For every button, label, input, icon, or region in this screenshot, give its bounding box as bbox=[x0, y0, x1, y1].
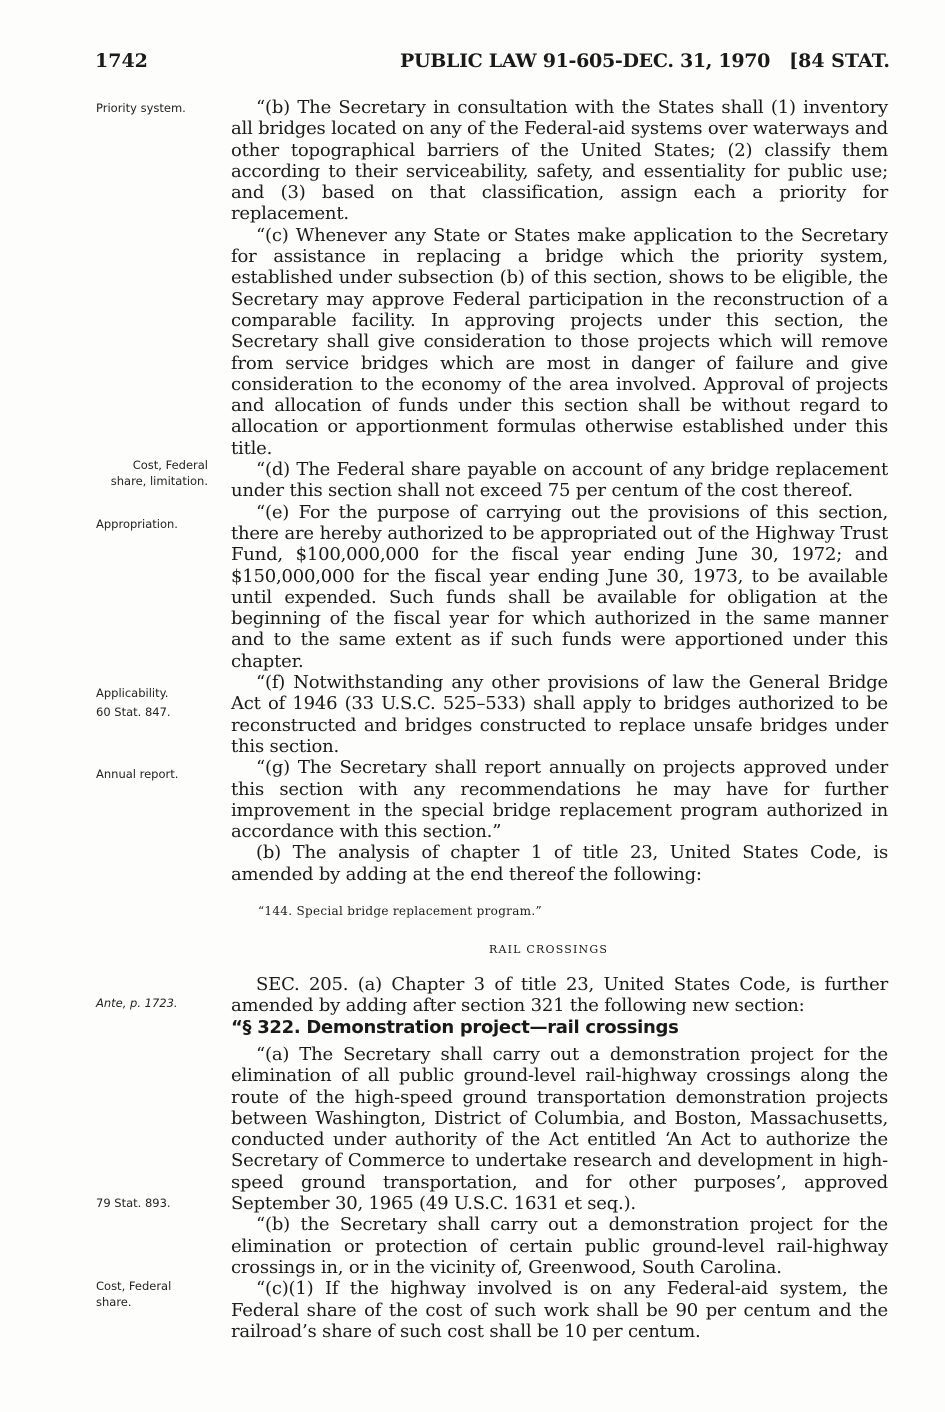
paragraph-d: “(d) The Federal share payable on account of any bridge replacement under this section shall not exceed 75 per centum of the cost thereof. bbox=[231, 459, 888, 502]
margin-note-ante: Ante, p. 1723. bbox=[96, 996, 178, 1010]
margin-note-applicability bbox=[96, 685, 171, 720]
body-column-upper bbox=[231, 97, 888, 885]
margin-note-cost-federal-share bbox=[96, 1278, 171, 1310]
paragraph-322-b: “(b) the Secretary shall carry out a demonstration project for the elimination or protection of certain public ground-level rail-highway crossings in, or in the vicinity of, Greenwood, South Carolina. bbox=[231, 1214, 888, 1278]
paragraph-322-a: “(a) The Secretary shall carry out a demonstration project for the elimination of all public ground-level rail-highway crossings along the route of the high-speed ground transportation demonstration projects between Washington, District of Columbia, and Boston, Massachusetts, conducted under authority of the Act entitled ‘An Act to authorize the Secretary of Commerce to undertake research and development in high-speed ground transportation, and for other purposes’, approved September 30, 1965 (49 U.S.C. 1631 et seq.). bbox=[231, 1044, 888, 1215]
paragraph-analysis: (b) The analysis of chapter 1 of title 23, United States Code, is amended by adding at the end thereof the following: bbox=[231, 842, 888, 885]
volume-reference: [84 STAT. bbox=[789, 50, 890, 72]
running-title: PUBLIC LAW 91-605-DEC. 31, 1970 bbox=[400, 50, 771, 72]
paragraph-b: “(b) The Secretary in consultation with the States shall (1) inventory all bridges located on any of the Federal-aid systems over waterways and other topographical barriers of the United States; (2) classify them according to their serviceability, safety, and essentiality for public use; and (3) based on that classification, assign each a priority for replacement. bbox=[231, 97, 888, 225]
margin-note-annual-report: Annual report. bbox=[96, 767, 179, 781]
margin-note-line: 60 Stat. 847. bbox=[96, 705, 171, 719]
body-column-section-322 bbox=[231, 1044, 888, 1342]
paragraph-f: “(f) Notwithstanding any other provisions of law the General Bridge Act of 1946 (33 U.S.C. 525–533) shall apply to bridges authorized to be reconstructed and bridges constructed to replace unsafe bridges under this section. bbox=[231, 672, 888, 757]
section-heading-rail-crossings: RAIL CROSSINGS bbox=[489, 943, 609, 956]
margin-note-line: Applicability. bbox=[96, 686, 169, 700]
margin-note-79-stat: 79 Stat. 893. bbox=[96, 1196, 171, 1210]
margin-note-line: share, limitation. bbox=[110, 474, 208, 488]
margin-note-line: share. bbox=[96, 1295, 132, 1309]
section-322-heading: “§ 322. Demonstration project—rail crossings bbox=[231, 1017, 679, 1038]
paragraph-e: “(e) For the purpose of carrying out the provisions of this section, there are hereby authorized to be appropriated out of the Highway Trust Fund, $100,000,000 for the fiscal year ending June 30, 1972; and $150,000,000 for the fiscal year ending June 30, 1973, to be available until expended. Such funds shall be available for obligation at the beginning of the fiscal year for which authorized in the same manner and to the same extent as if such funds were apportioned under this chapter. bbox=[231, 501, 888, 672]
margin-note-line: Cost, Federal bbox=[96, 1279, 172, 1293]
margin-note-line: Cost, Federal bbox=[132, 458, 208, 472]
paragraph-g: “(g) The Secretary shall report annually on projects approved under this section with any recommendations he may have for further improvement in the special bridge replacement program authorized in accordance with this section.” bbox=[231, 757, 888, 843]
margin-note-appropriation: Appropriation. bbox=[96, 517, 178, 531]
paragraph-322-c: “(c)(1) If the highway involved is on any Federal-aid system, the Federal share of the cost of such work shall be 90 per centum and the railroad’s share of such cost shall be 10 per centum. bbox=[231, 1278, 888, 1342]
margin-note-priority-system: Priority system. bbox=[96, 101, 186, 115]
margin-note-cost-federal-limitation bbox=[80, 457, 208, 489]
page-header bbox=[95, 50, 890, 80]
page-number: 1742 bbox=[95, 50, 148, 72]
body-column-lower bbox=[231, 974, 888, 1017]
analysis-item-144: “144. Special bridge replacement program.” bbox=[258, 904, 542, 918]
paragraph-c: “(c) Whenever any State or States make application to the Secretary for assistance in replacing a bridge which the priority system, established under subsection (b) of this section, shows to be eligible, the Secretary may approve Federal participation in the reconstruction of a comparable facility. In approving projects under this section, the Secretary shall give consideration to those projects which will remove from service bridges which are most in danger of failure and give consideration to the economy of the area involved. Approval of projects and allocation of funds under this section shall be without regard to allocation or apportionment formulas otherwise established under this title. bbox=[231, 224, 888, 459]
paragraph-sec-205: SEC. 205. (a) Chapter 3 of title 23, United States Code, is further amended by adding after section 321 the following new section: bbox=[231, 974, 888, 1017]
